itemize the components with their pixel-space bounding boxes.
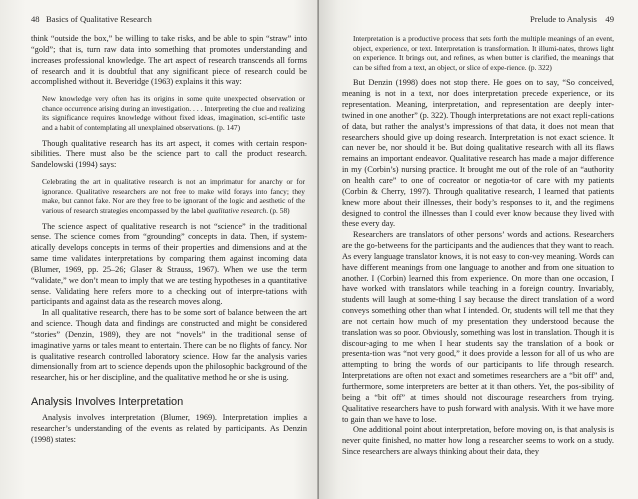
section-heading: Analysis Involves Interpretation [31, 396, 184, 409]
right-running-head [342, 14, 614, 25]
right-page [319, 0, 638, 499]
denzin-quote: Interpretation is a productive process that sets forth the multiple meanings of an event, object, experience, or text. Interpretation is transformation. It illumi-nates, throws light on experience. It brings out, and refines, as when butter is clarified, the meanings that can be sifted from a text, an object, or slice of expe-rience. (p. 322) [353, 34, 614, 72]
left-running-title: Basics of Qualitative Research [46, 14, 152, 24]
right-page-number: 49 [605, 14, 614, 24]
left-paragraph-4: In all qualitative research, there has to be some sort of balance between the art and science. Though data and findings are constructed and might be considered “stories” (Denzin, 1989), they are not “novels” in the traditional sense of imaginative yarns or tales meant to entertain. There can be no flights of fancy. Nor is qualitative research controlled laboratory science. How far the analysis varies dimensionally from art to science depends upon the philosophic background of the researcher, his or her discipline, and the qualitative method he or she is using. [31, 308, 307, 383]
left-page-header [31, 14, 152, 25]
sandelowski-quote-text: Celebrating the art in qualitative research is not an imprimatur for anarchy or for ignorance. Qualitative researchers are not free to make wild forays into fancy; they make, but cannot fake. Nor are they free to be ignorant of the logic and aesthetic of the various of research strategies encompassed by the label [42, 177, 305, 215]
sandelowski-quote [42, 177, 305, 215]
right-running-title: Prelude to Analysis [529, 14, 597, 24]
left-paragraph-2: Though qualitative research has its art aspect, it comes with certain respon-sibilities. There must also be the science part to call the product research. Sandelowski (1994) says: [31, 138, 307, 170]
left-paragraph-5: Analysis involves interpretation (Blumer, 1969). Interpretation implies a researcher’s understanding of the events as related by participants. As Denzin (1998) states: [31, 413, 307, 444]
right-paragraph-2: Researchers are translators of other persons’ words and actions. Researchers are the go-betweens for the participants and the audiences that they want to reach. As every language translator knows, it is not easy to con-vey meaning. Words can have different meanings from one language to another and from one situation to another. I (Corbin) learned this from experience. On more than one occasion, I have worked with translators while teaching in a foreign country. Invariably, students will laugh at some-thing I say because the direct translation of a word conveys something other than what I intended. Or, students will tell me that they are not certain how much of my presentation they understood because the translation was so poor. Obviously, something was lost in translation. Though it is discour-aging to me when I hear students say the translation of a book or presenta-tion was “not very good,” it does provide a lesson for all of us who are attempting to bring the words of our participants to life through research. Interpretations are often not exact and sometimes researchers are a “bit off” and, furthermore, some interpreters are better at it than others. Yet, the pos-sibility of being a “bit off” at times should not discourage researchers from trying. Qualitative researchers have to push forward with analysis. With it we have more to gain than we have to lose. [342, 230, 614, 424]
beveridge-quote: New knowledge very often has its origins in some quite unexpected observation or chance occurrence arising during an investigation. . . . Interpreting the clue and realizing its significance requires knowledge without fixed ideas, imagination, sci-entific taste and a habit of contemplating all unexplained observations. (p. 147) [42, 94, 305, 132]
right-paragraph-1: But Denzin (1998) does not stop there. He goes on to say, “So conceived, meaning is not in a text, nor does interpretation precede experience, or its representation. Meaning, interpretation, and representation are deeply inter-twined in one another” (p. 322). Though interpretations are not exact repli-cations of data, but rather the analyst’s impressions of that data, it does not mean that researchers should give up doing research. Interpretation is not exact science. It can never be, nor should it be. But doing qualitative research with all its flaws remains an important endeavor. Qualitative research has made a major difference in my (Corbin’s) nursing practice. It brought me out of the role of an “authority on health care” to one of cocreator or negotia-tor of care with my patients (Corbin & Cherry, 1997). Through qualitative research, I learned that patients knew more about their illnesses, their body’s responses to it, and the regimens designed to control the illnesses than I could ever know because they lived with these every day. [342, 78, 614, 229]
sandelowski-quote-citation: . (p. 58) [266, 205, 290, 215]
left-page-number: 48 [31, 14, 40, 24]
right-page-header [530, 14, 614, 25]
right-paragraph-3: One additional point about interpretation, before moving on, is that analysis is never quite finished, no matter how long a researcher seems to work on a study. Since researchers are always thinking about their data, they [342, 425, 614, 457]
left-paragraph-3: The science aspect of qualitative research is not “science” in the traditional sense. The science comes from “grounding” concepts in data. Then, if system-atically develops concepts in terms of their properties and dimensions and at the same time validates interpretations by comparing them against incoming data (Blumer, 1969, pp. 25–26; Glaser & Strauss, 1967). When we use the term “validate,” we don’t mean to imply that we are testing hypotheses in a quantitative sense. Validating here refers more to a checking out of interpre-tations with participants and against data as the research moves along. [31, 221, 307, 307]
left-running-head [31, 14, 307, 25]
sandelowski-quote-italic: qualitative research [207, 205, 267, 215]
left-paragraph-1: think “outside the box,” be willing to take risks, and be able to spin “straw” into “gold”; that is, turn raw data into something that promotes understanding and increases professional knowledge. The art aspect of research transcends all forms of research and it is doubtful that any significant piece of research could be accomplished without it. Beveridge (1963) explains it this way: [31, 34, 307, 87]
